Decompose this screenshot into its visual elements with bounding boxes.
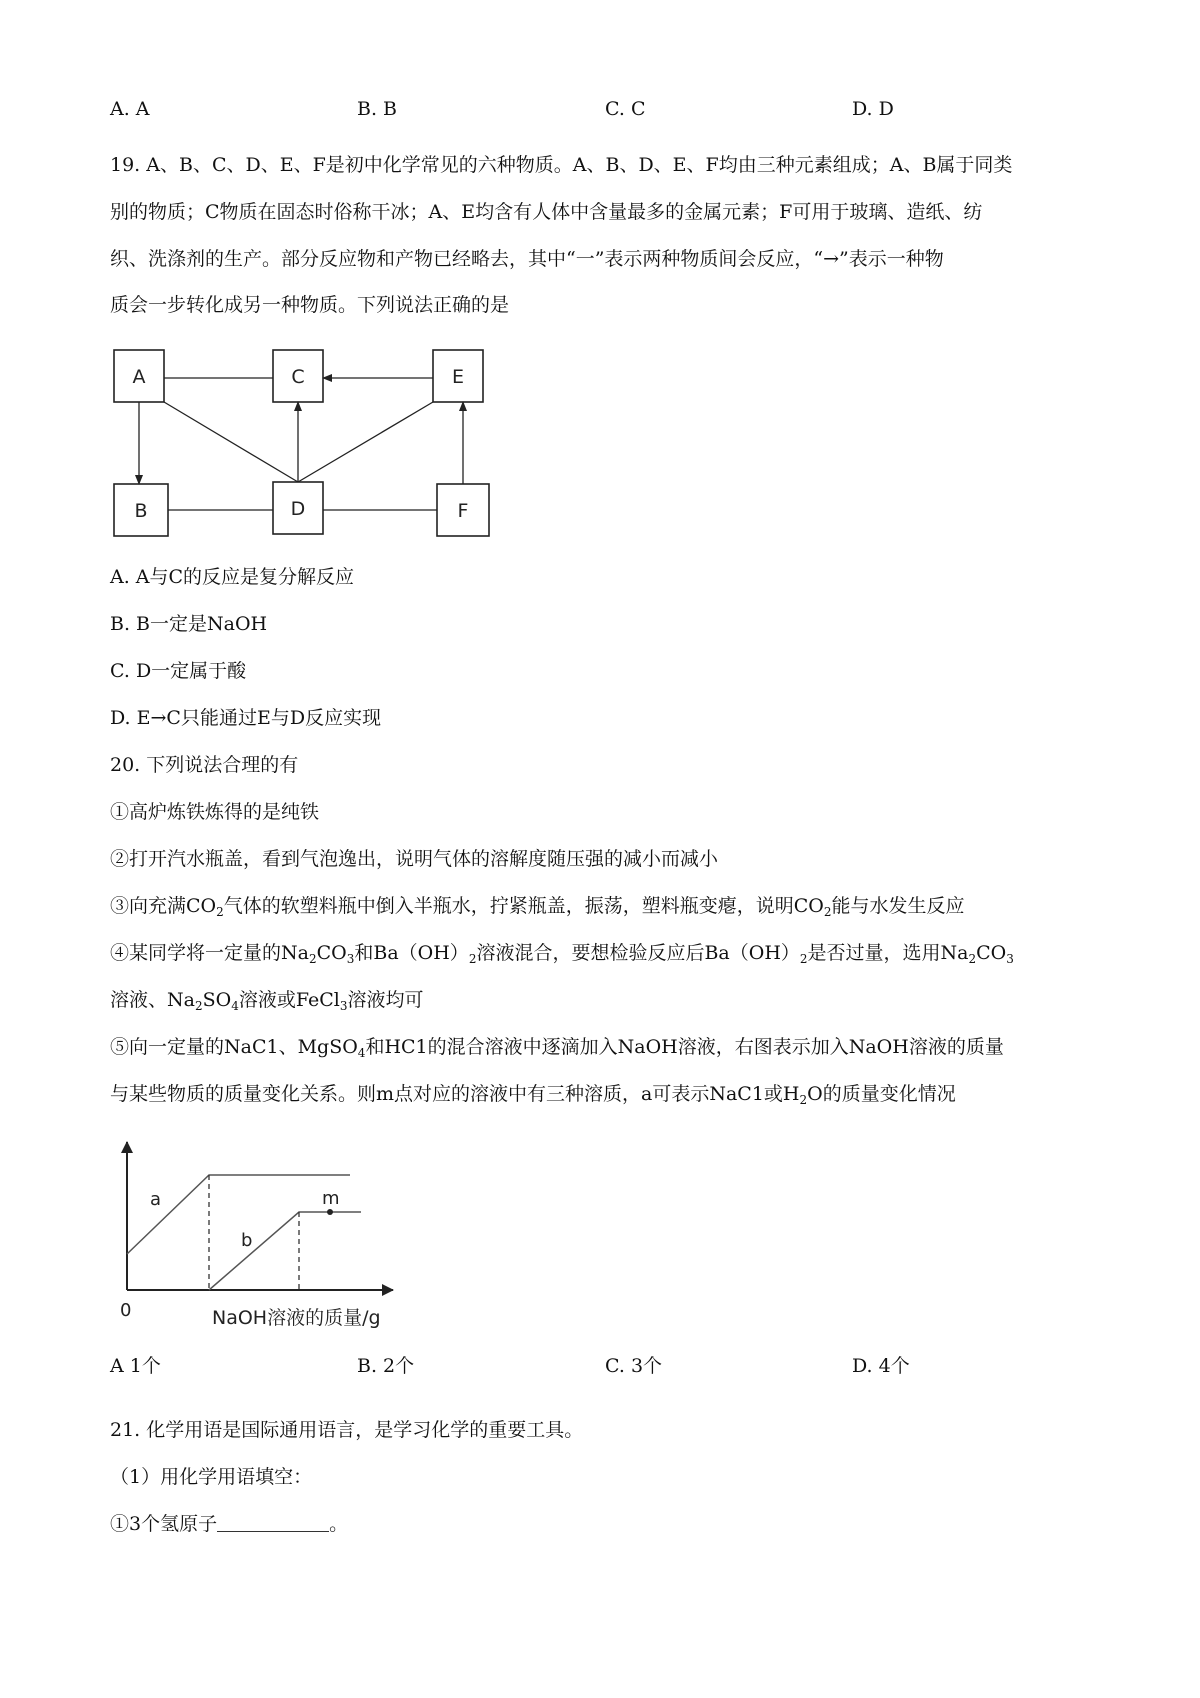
point-m (327, 1209, 333, 1215)
node-a-label: A (132, 366, 146, 388)
node-f-label: F (457, 500, 469, 522)
q20-option-c: C. 3个 (605, 1355, 663, 1377)
q19-stem-line-3: 织、洗涤剂的生产。部分反应物和产物已经略去，其中“一”表示两种物质间会反应，“→”表示一种物 (110, 248, 944, 270)
q19-stem-line-4: 质会一步转化成另一种物质。下列说法正确的是 (110, 294, 510, 316)
q20-statement-5-line-1: ⑤向一定量的NaC1、MgSO$_4$和HC1的混合溶液中逐滴加入NaOH溶液，右图表示加入NaOH溶液的质量 (110, 1036, 1004, 1060)
x-axis-label: NaOH溶液的质量/g (212, 1307, 381, 1329)
q20-statement-2: ②打开汽水瓶盖，看到气泡逸出，说明气体的溶解度随压强的减小而减小 (110, 848, 719, 870)
q21-subquestion-1: （1）用化学用语填空： (110, 1466, 313, 1488)
q19-stem-line-2: 别的物质；C物质在固态时俗称干冰；A、E均含有人体中含量最多的金属元素；F可用于玻璃、造纸、纺 (110, 201, 983, 223)
q20-mass-graph (0, 1130, 500, 1330)
q20-option-a: A 1个 (110, 1355, 161, 1377)
q21-item-1: ①3个氢原子 。 (110, 1513, 349, 1535)
node-c-label: C (291, 366, 305, 388)
q20-statement-5-line-2: 与某些物质的质量变化关系。则m点对应的溶液中有三种溶质，a可表示NaC1或$H_2O$的质量变化情况 (110, 1083, 956, 1107)
edge-e-d (298, 402, 433, 482)
point-m-label: m (322, 1188, 340, 1209)
q20-statement-1: ①高炉炼铁炼得的是纯铁 (110, 801, 320, 823)
q19-stem-line-1: 19. A、B、C、D、E、F是初中化学常见的六种物质。A、B、D、E、F均由三种元素组成；A、B属于同类 (110, 154, 1013, 176)
q18-option-b: B. B (357, 98, 398, 120)
q20-option-b: B. 2个 (357, 1355, 415, 1377)
edge-a-d (164, 402, 298, 482)
q19-relation-diagram (0, 0, 1200, 560)
answer-blank[interactable] (217, 1513, 329, 1532)
curve-b-label: b (241, 1230, 253, 1251)
node-d-label: D (290, 498, 306, 520)
q19-option-a: A. A与C的反应是复分解反应 (110, 566, 355, 588)
q20-statement-4-line-1: ④某同学将一定量的$Na_2CO_3$和$Ba(OH)_2$溶液混合，要想检验反应后$Ba(OH)_2$是否过量，选用$Na_2CO_3$ (110, 942, 1014, 966)
q20-option-d: D. 4个 (852, 1355, 910, 1377)
q18-option-d: D. D (852, 98, 894, 120)
q18-option-c: C. C (605, 98, 646, 120)
node-e-label: E (451, 366, 465, 388)
q18-option-a: A. A (110, 98, 150, 120)
q19-option-b: B. B一定是NaOH (110, 613, 268, 635)
q20-statement-3: ③向充满$CO_2$气体的软塑料瓶中倒入半瓶水，拧紧瓶盖，振荡，塑料瓶变瘪，说明$CO_2$能与水发生反应 (110, 895, 965, 919)
q21-title: 21. 化学用语是国际通用语言，是学习化学的重要工具。 (110, 1419, 584, 1441)
node-b-label: B (134, 500, 148, 522)
origin-label: 0 (120, 1300, 132, 1321)
curve-a-label: a (150, 1189, 162, 1210)
curve-b (209, 1212, 361, 1290)
q20-title: 20. 下列说法合理的有 (110, 754, 299, 776)
q19-option-c: C. D一定属于酸 (110, 660, 247, 682)
q19-option-d: D. E→C只能通过E与D反应实现 (110, 707, 382, 729)
q20-statement-4-line-2: 溶液、$Na_2SO_4$溶液或FeCl$_3$溶液均可 (110, 989, 424, 1013)
curve-a (127, 1175, 350, 1254)
